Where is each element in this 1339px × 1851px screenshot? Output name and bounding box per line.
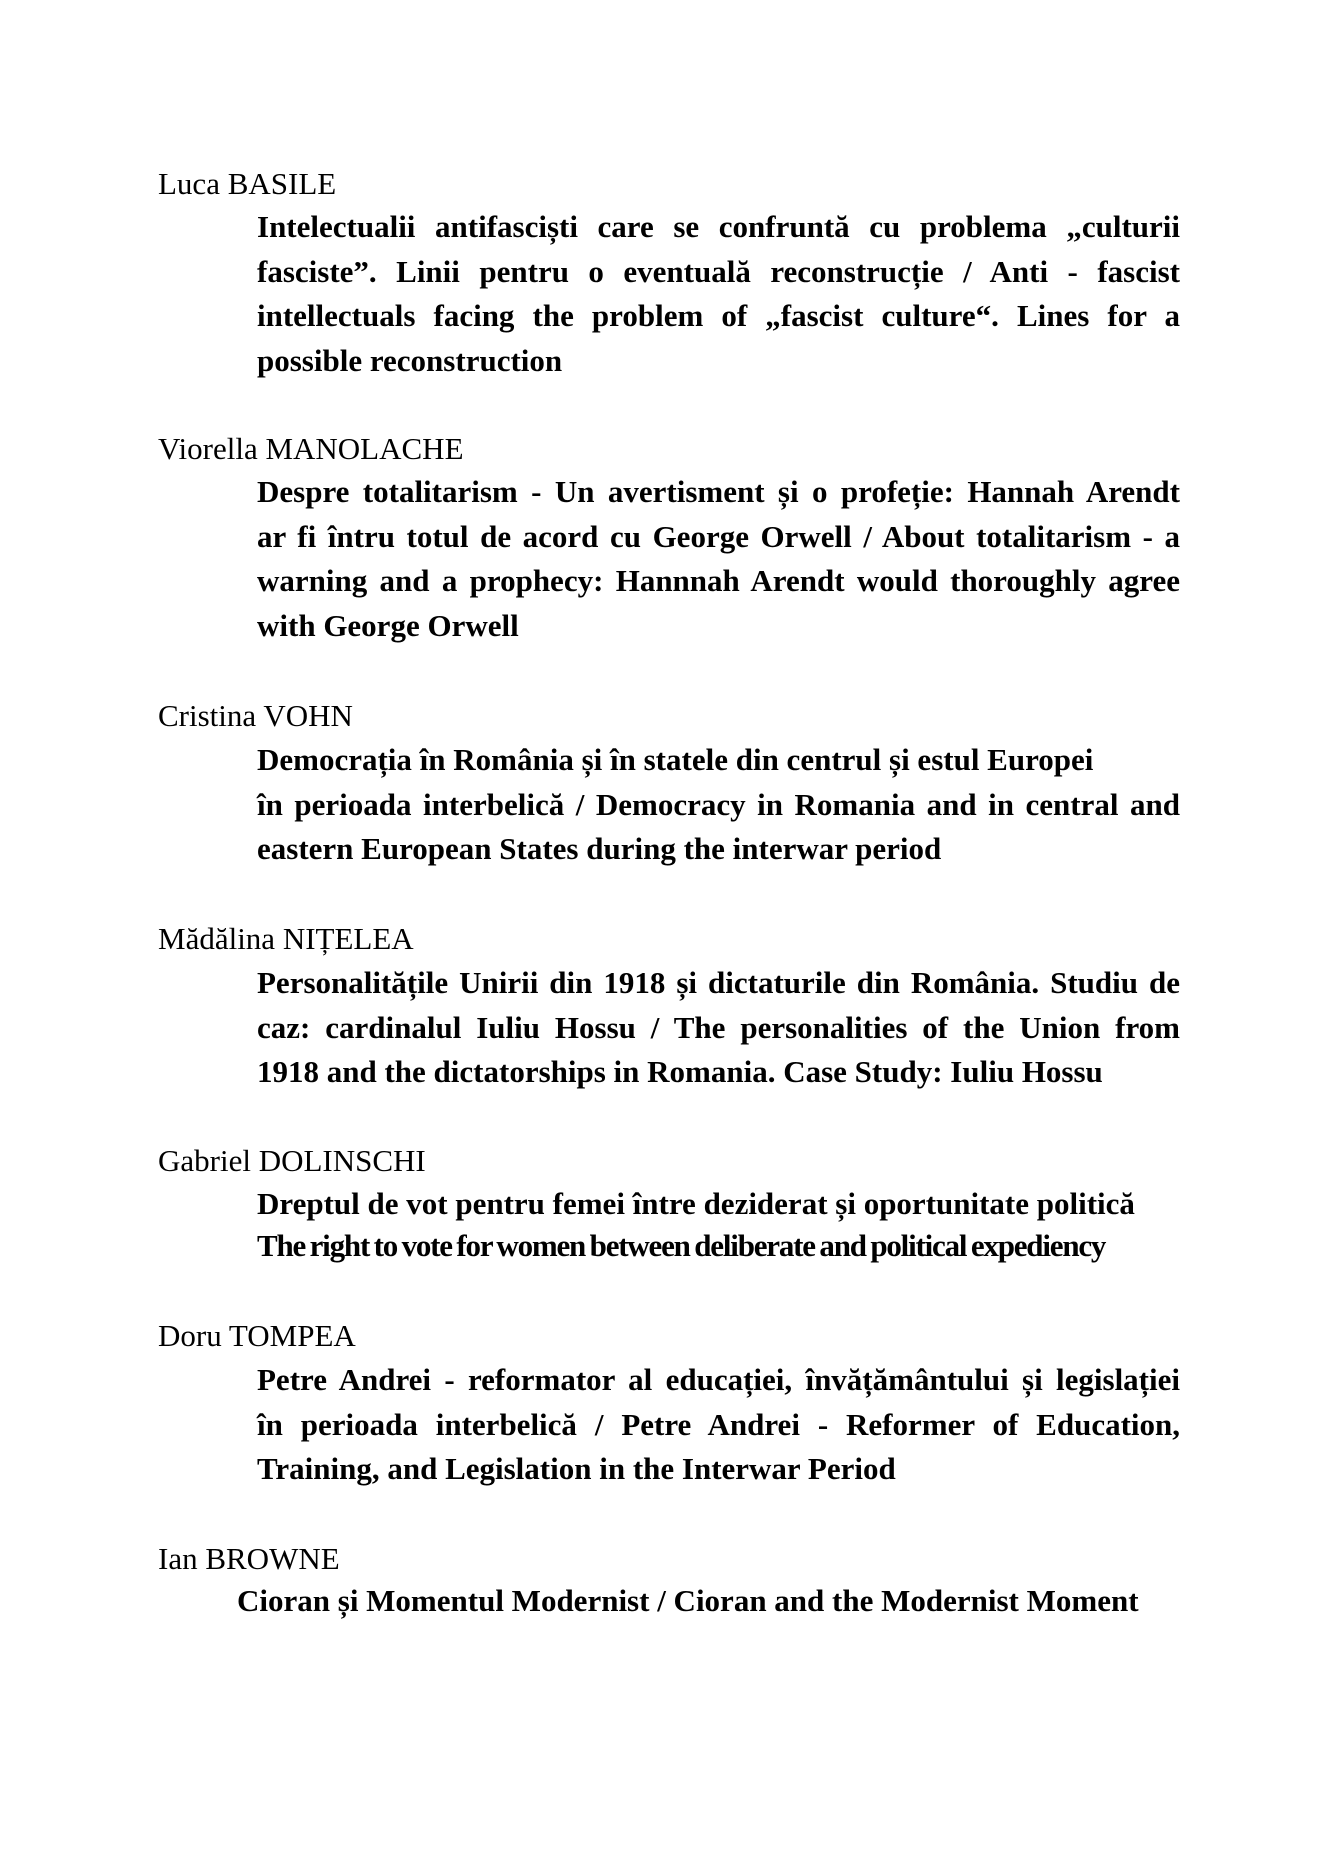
title-line: Despre totalitarism - Un avertisment și o profeție: Hannah Arendt bbox=[257, 474, 1180, 509]
title-line: Cioran și Momentul Modernist / Cioran and the Modernist Moment bbox=[237, 1583, 1139, 1618]
title-line: Personalitățile Unirii din 1918 și dictaturile din România. Studiu de bbox=[257, 965, 1180, 1000]
title-line: caz: cardinalul Iuliu Hossu / The personalities of the Union from bbox=[257, 1009, 1180, 1045]
title-line: în perioada interbelică / Democracy in Romania and in central and bbox=[257, 786, 1180, 822]
title-line: possible reconstruction bbox=[257, 342, 563, 378]
title-line: ar fi întru totul de acord cu George Orwell / About totalitarism - a bbox=[257, 518, 1180, 554]
title-line: warning and a prophecy: Hannnah Arendt would thoroughly agree bbox=[257, 563, 1180, 598]
title-line: Democrația în România și în statele din centrul și estul Europei bbox=[257, 742, 1094, 777]
title-line: fasciste”. Linii pentru o eventuală reconstrucție / Anti - fascist bbox=[257, 253, 1180, 289]
author-name: Ian BROWNE bbox=[158, 1541, 340, 1576]
paper-title bbox=[257, 205, 1180, 383]
paper-title bbox=[257, 961, 1180, 1095]
author-name: Mădălina NIȚELEA bbox=[158, 921, 414, 956]
title-line: intellectuals facing the problem of „fascist culture“. Lines for a bbox=[257, 298, 1180, 333]
paper-title bbox=[257, 470, 1180, 648]
author-name: Gabriel DOLINSCHI bbox=[158, 1143, 426, 1178]
title-line: 1918 and the dictatorships in Romania. Case Study: Iuliu Hossu bbox=[257, 1054, 1103, 1089]
author-name: Viorella MANOLACHE bbox=[158, 431, 464, 466]
title-line: with George Orwell bbox=[257, 607, 519, 643]
title-line: Intelectualii antifasciști care se confruntă cu problema „culturii bbox=[257, 209, 1180, 244]
paper-title bbox=[257, 738, 1180, 872]
author-name: Luca BASILE bbox=[158, 166, 337, 201]
author-name: Cristina VOHN bbox=[158, 698, 353, 733]
title-line: Petre Andrei - reformator al educației, învățământului și legislației bbox=[257, 1362, 1180, 1397]
title-line: Training, and Legislation in the Interwar Period bbox=[257, 1451, 896, 1486]
paper-title bbox=[237, 1579, 1160, 1624]
author-name: Doru TOMPEA bbox=[158, 1318, 356, 1353]
title-line: Dreptul de vot pentru femei între deziderat și oportunitate politică bbox=[257, 1186, 1135, 1221]
paper-title bbox=[257, 1358, 1180, 1492]
title-line: eastern European States during the interwar period bbox=[257, 831, 942, 866]
paper-title bbox=[257, 1183, 1187, 1267]
title-line: The right to vote for women between deliberate and political expediency bbox=[257, 1228, 1106, 1263]
title-line: în perioada interbelică / Petre Andrei - Reformer of Education, bbox=[257, 1406, 1180, 1442]
